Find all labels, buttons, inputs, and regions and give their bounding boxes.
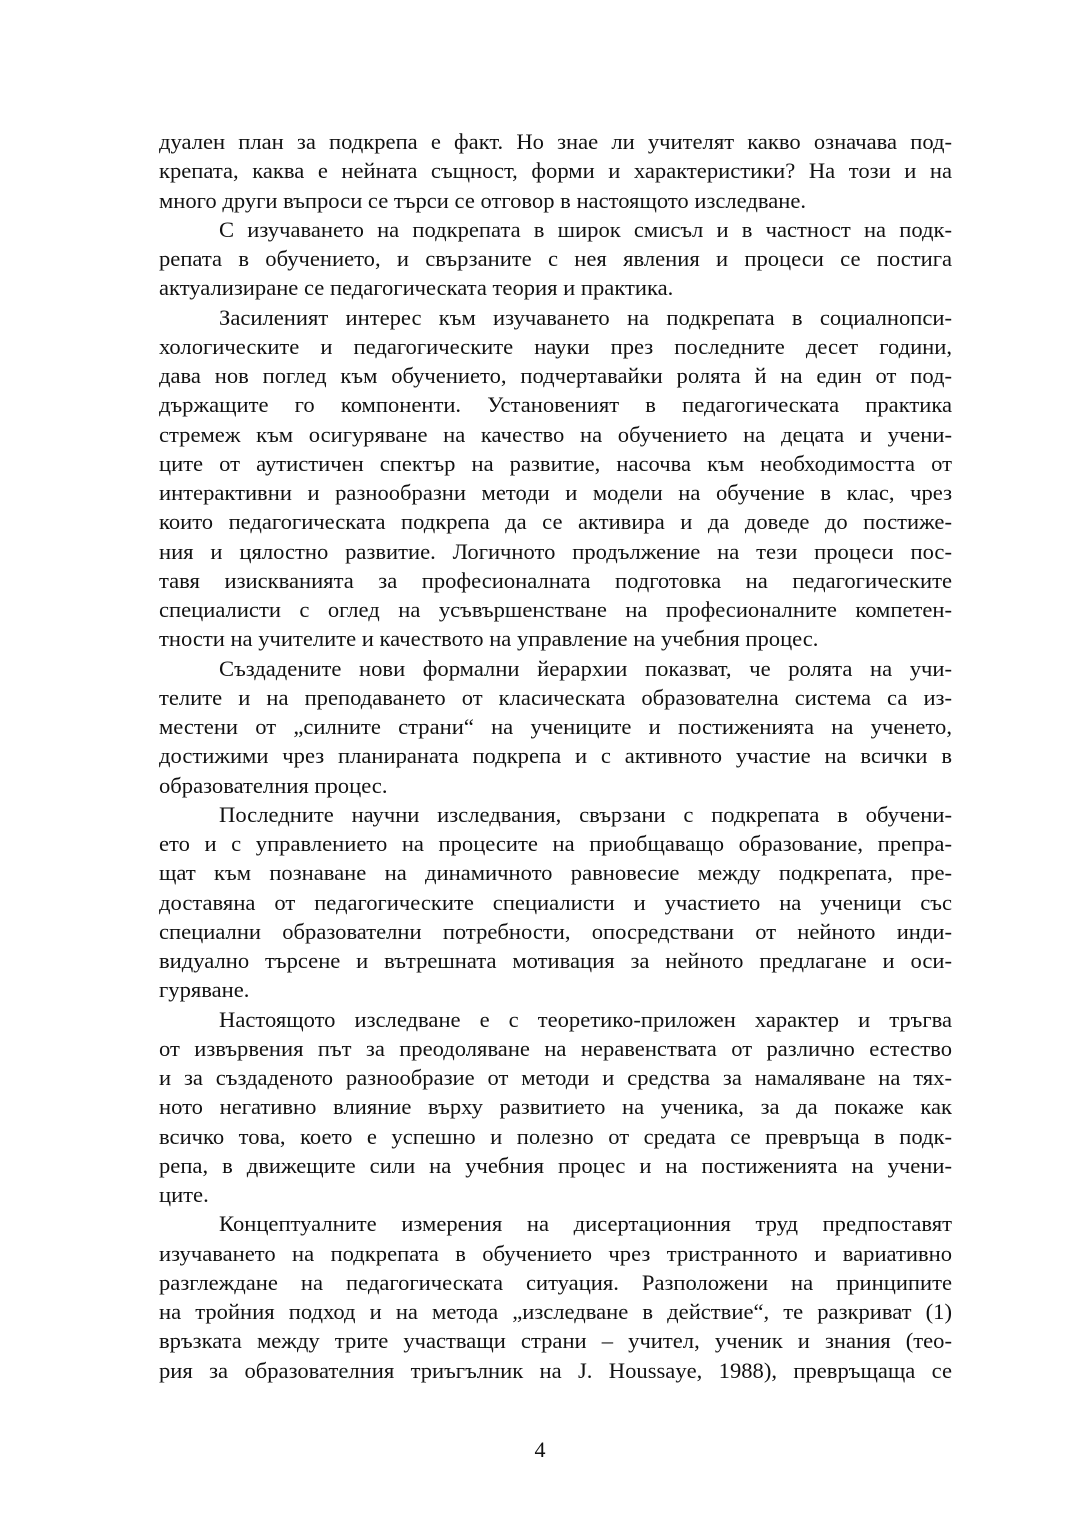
text-line: рия за образователния триъгълник на J. Houssaye, 1988), превръщаща се <box>159 1357 952 1383</box>
text-line: от извървения път за преодоляване на неравенствата от различно естество <box>159 1035 952 1061</box>
text-line: видуално търсене и вътрешната мотивация за нейното предлагане и оси- <box>159 948 952 973</box>
text-line: достижими чрез планираната подкрепа и с активното участие на всички в <box>159 743 952 769</box>
text-line: актуализиране се педагогическата теория и практика. <box>159 275 674 301</box>
paragraph <box>159 1209 952 1385</box>
text-line: и за създаденото разнообразие от методи и средства за намаляване на тях- <box>159 1065 952 1090</box>
body-text <box>159 127 952 1385</box>
paragraph <box>159 654 952 800</box>
paragraph <box>159 215 952 303</box>
paragraph <box>159 800 952 1005</box>
text-line: Последните научни изследвания, свързани с подкрепата в обучени- <box>219 801 952 827</box>
text-line: ците от аутистичен спектър на развитие, насочва към необходимостта от <box>159 450 952 476</box>
paragraph <box>159 1005 952 1210</box>
text-line: специалисти с оглед на усъвършенстване на професионалните компетен- <box>159 597 952 622</box>
text-line: специални образователни потребности, опосредствани от нейното инди- <box>159 918 952 944</box>
text-line: връзката между трите участващи страни – учител, ученик и знания (тео- <box>159 1328 952 1354</box>
paragraph <box>159 303 952 654</box>
text-line: Създадените нови формални йерархии показват, че ролята на учи- <box>219 655 952 681</box>
text-line: телите и на преподаването от класическата образователна система са из- <box>159 684 952 710</box>
text-line: тности на учителите и качеството на управление на учебния процес. <box>159 626 819 652</box>
text-line: които педагогическата подкрепа да се активира и да доведе до постиже- <box>159 509 952 535</box>
text-line: С изучаването на подкрепата в широк смисъл и в частност на подк- <box>219 216 952 242</box>
text-line: репата в обучението, и свързаните с нея явления и процеси се постига <box>159 246 952 271</box>
text-line: дуален план за подкрепа е факт. Но знае ли учителят какво означава под- <box>159 129 952 154</box>
text-line: доставяна от педагогическите специалисти и участието на ученици със <box>159 889 952 915</box>
text-line: образователния процес. <box>159 772 388 798</box>
text-line: всичко това, което е успешно и полезно от средата се превръща в подк- <box>159 1123 952 1149</box>
text-line: Концептуалните измерения на дисертационния труд предпоставят <box>219 1211 952 1237</box>
text-line: тавя изискванията за професионалната подготовка на педагогическите <box>159 567 952 593</box>
text-line: Настоящото изследване е с теоретико-приложен характер и тръгва <box>219 1006 952 1032</box>
paragraph <box>159 127 952 215</box>
text-line: местени от „силните страни“ на учениците и постиженията на ученето, <box>159 714 952 739</box>
text-line: интерактивни и разнообразни методи и модели на обучение в клас, чрез <box>159 480 952 505</box>
text-line: на тройния подход и на метода „изследване в действие“, те разкриват (1) <box>159 1299 952 1324</box>
text-line: изучаването на подкрепата в обучението чрез тристранното и вариативно <box>159 1240 952 1266</box>
text-line: ното негативно влияние върху развитието на ученика, за да покаже как <box>159 1094 952 1120</box>
text-line: ците. <box>159 1182 209 1207</box>
text-line: ето и с управлението на процесите на приобщаващо образование, препра- <box>159 831 952 856</box>
text-line: държащите го компоненти. Установеният в педагогическата практика <box>159 392 952 418</box>
text-line: гуряване. <box>159 977 250 1003</box>
text-line: хологическите и педагогическите науки през последните десет години, <box>159 333 952 359</box>
text-line: стремеж към осигуряване на качество на обучението на децата и учени- <box>159 421 952 447</box>
text-line: ния и цялостно развитие. Логичното продължение на тези процеси пос- <box>159 538 952 564</box>
text-line: разглеждане на педагогическата ситуация. Разположени на принципите <box>159 1269 952 1295</box>
text-line: крепата, каква е нейната същност, форми и характеристики? На този и на <box>159 158 952 184</box>
page-number: 4 <box>534 1437 546 1462</box>
text-line: много други въпроси се търси се отговор в настоящото изследване. <box>159 187 807 213</box>
text-line: репа, в движещите сили на учебния процес и на постиженията на учени- <box>159 1152 952 1178</box>
text-line: Засиленият интерес към изучаването на подкрепата в социалнопси- <box>219 304 952 330</box>
text-line: дава нов поглед към обучението, подчертавайки ролята й на един от под- <box>159 363 952 388</box>
text-line: щат към познаване на динамичното равновесие между подкрепата, пре- <box>159 860 952 886</box>
